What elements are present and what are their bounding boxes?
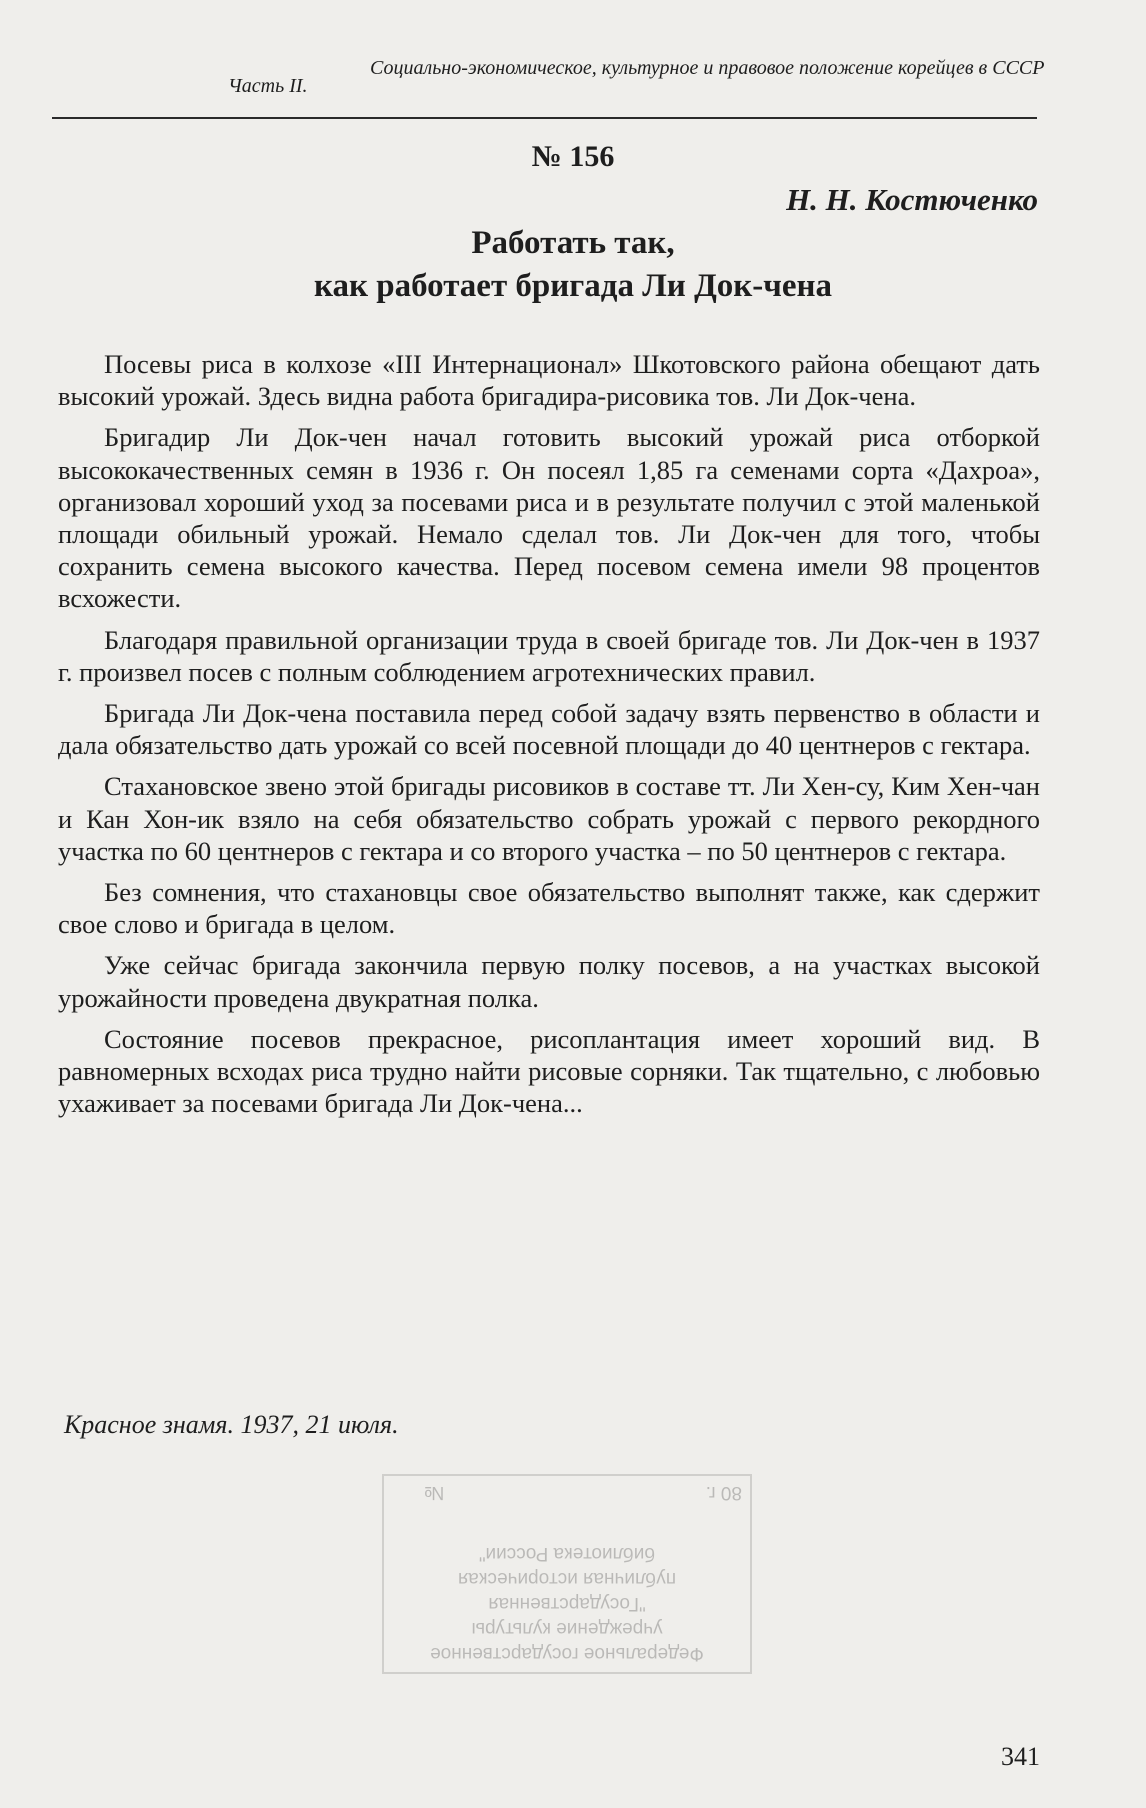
stamp-line: Федеральное государственное — [430, 1643, 704, 1664]
stamp-line: учреждение культуры — [471, 1618, 663, 1639]
header-rule — [52, 117, 1037, 119]
paragraph: Состояние посевов прекрасное, рисоплантация имеет хороший вид. В равномерных всходах риса трудно найти рисовые сорняки. Так тщательно, с любовью ухаживает за посевами бригада Ли Док-чена... — [58, 1023, 1040, 1119]
document-headline — [0, 222, 1146, 308]
document-number: № 156 — [531, 140, 615, 173]
paragraph: Бригада Ли Док-чена поставила перед собой задачу взять первенство в области и дала обязательство дать урожай со всей посевной площади до 40 центнеров с гектара. — [58, 698, 1040, 761]
paragraph: Стахановское звено этой бригады рисовиков в составе тт. Ли Хен-су, Ким Хен-чан и Кан Хон-ик взяло на себя обязательство собрать урожай с первого рекордного участка по 60 центнеров с гектара и со второго участка – по 50 центнеров с гектара. — [58, 771, 1040, 866]
header-section-title: Социально-экономическое, культурное и правовое положение корейцев в СССР — [370, 57, 1045, 79]
paragraph: Без сомнения, что стахановцы свое обязательство выполнят также, как сдержит свое слово и бригада в целом. — [58, 877, 1040, 940]
page-number: 341 — [1001, 1742, 1040, 1771]
document-author: Н. Н. Костюченко — [786, 182, 1038, 217]
stamp-inventory: № — [424, 1482, 445, 1503]
headline-line-1: Работать так, — [471, 225, 675, 261]
headline-line-2: как работает бригада Ли Док-чена — [313, 268, 833, 304]
paragraph: Бригадир Ли Док-чен начал готовить высокий урожай риса отборкой высококачественных семян в 1936 г. Он посеял 1,85 га семенами сорта «Дахроа», организовал хороший уход за посевами риса и в результате получил с этой маленькой площади обильный урожай. Немало сделал тов. Ли Док-чен для того, чтобы сохранить семена высокого качества. Перед посевом семена имели 98 процентов всхожести. — [58, 422, 1040, 614]
article-body — [58, 348, 1040, 1128]
library-stamp — [382, 1474, 752, 1674]
paragraph: Благодаря правильной организации труда в своей бригаде тов. Ли Док-чен в 1937 г. произвел посев с полным соблюдением агротехнических правил. — [58, 624, 1040, 687]
source-citation: Красное знамя. 1937, 21 июля. — [64, 1410, 399, 1439]
stamp-number: 80 г. — [705, 1482, 742, 1503]
paragraph: Посевы риса в колхозе «III Интернационал» Шкотовского района обещают дать высокий урожай. Здесь видна работа бригадира-рисовика тов. Ли Док-чена. — [58, 349, 1040, 412]
header-part: Часть II. — [228, 75, 308, 97]
stamp-line: библиотека России" — [478, 1543, 656, 1564]
stamp-line: публичная историческая — [457, 1568, 677, 1589]
paragraph: Уже сейчас бригада закончила первую полку посевов, а на участках высокой урожайности проведена двукратная полка. — [58, 950, 1040, 1013]
stamp-line: "Государственная — [488, 1593, 646, 1614]
